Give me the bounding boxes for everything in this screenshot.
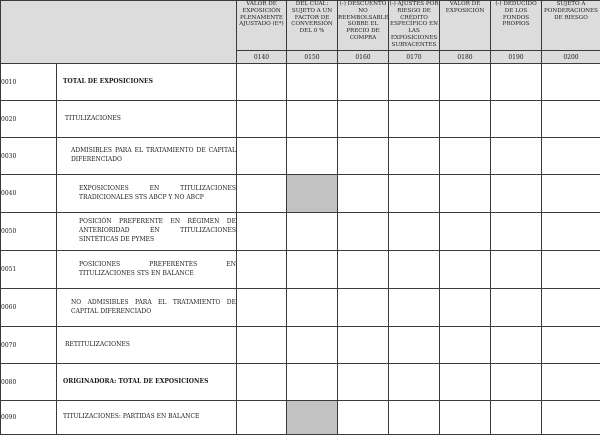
column-header-0140: VALOR DE EXPOSICIÓN PLENAMENTE AJUSTADO (E*) xyxy=(237,1,287,51)
input-cell[interactable] xyxy=(542,364,600,401)
table-row xyxy=(1,175,600,213)
input-cell[interactable] xyxy=(440,138,491,175)
input-cell[interactable] xyxy=(491,138,542,175)
row-code: 0090 xyxy=(1,401,57,435)
row-code: 0020 xyxy=(1,101,57,138)
input-cell[interactable] xyxy=(389,175,440,213)
input-cell[interactable] xyxy=(491,251,542,289)
input-cell[interactable] xyxy=(440,289,491,327)
input-cell[interactable] xyxy=(542,289,600,327)
input-cell[interactable] xyxy=(287,138,338,175)
input-cell[interactable] xyxy=(338,364,389,401)
row-label: ADMISIBLES PARA EL TRATAMIENTO DE CAPITAL DIFERENCIADO xyxy=(57,138,237,175)
input-cell[interactable] xyxy=(491,175,542,213)
input-cell[interactable] xyxy=(338,213,389,251)
input-cell[interactable] xyxy=(287,213,338,251)
input-cell[interactable] xyxy=(440,327,491,364)
column-header-0150: DEL CUAL: SUJETO A UN FACTOR DE CONVERSIÓN DEL 0 % xyxy=(287,1,338,51)
input-cell[interactable] xyxy=(389,401,440,435)
input-cell[interactable] xyxy=(389,364,440,401)
row-label: TITULIZACIONES xyxy=(57,101,237,138)
shaded-cell xyxy=(287,401,338,435)
input-cell[interactable] xyxy=(542,213,600,251)
input-cell[interactable] xyxy=(440,101,491,138)
table-row xyxy=(1,327,600,364)
input-cell[interactable] xyxy=(237,364,287,401)
input-cell[interactable] xyxy=(287,364,338,401)
input-cell[interactable] xyxy=(237,289,287,327)
input-cell[interactable] xyxy=(237,138,287,175)
table-row xyxy=(1,64,600,101)
input-cell[interactable] xyxy=(491,101,542,138)
input-cell[interactable] xyxy=(389,101,440,138)
table-row xyxy=(1,138,600,175)
table-row xyxy=(1,251,600,289)
input-cell[interactable] xyxy=(287,101,338,138)
input-cell[interactable] xyxy=(338,251,389,289)
column-code-0190: 0190 xyxy=(491,51,542,64)
input-cell[interactable] xyxy=(338,327,389,364)
shaded-cell xyxy=(287,175,338,213)
input-cell[interactable] xyxy=(287,289,338,327)
header-corner xyxy=(1,1,237,64)
input-cell[interactable] xyxy=(338,401,389,435)
column-code-0140: 0140 xyxy=(237,51,287,64)
row-label: ORIGINADORA: TOTAL DE EXPOSICIONES xyxy=(57,364,237,401)
row-label: TITULIZACIONES: PARTIDAS EN BALANCE xyxy=(57,401,237,435)
column-header-0190: (-) DEDUCIDO DE LOS FONDOS PROPIOS xyxy=(491,1,542,51)
row-code: 0010 xyxy=(1,64,57,101)
input-cell[interactable] xyxy=(491,213,542,251)
row-label: POSICIÓN PREFERENTE EN RÉGIMEN DE ANTERIORIDAD EN TITULIZACIONES SINTÉTICAS DE PYMES xyxy=(57,213,237,251)
input-cell[interactable] xyxy=(287,64,338,101)
table-row xyxy=(1,364,600,401)
row-code: 0070 xyxy=(1,327,57,364)
input-cell[interactable] xyxy=(237,251,287,289)
input-cell[interactable] xyxy=(440,64,491,101)
column-code-0160: 0160 xyxy=(338,51,389,64)
input-cell[interactable] xyxy=(542,64,600,101)
input-cell[interactable] xyxy=(440,213,491,251)
input-cell[interactable] xyxy=(440,364,491,401)
column-code-0150: 0150 xyxy=(287,51,338,64)
row-code: 0040 xyxy=(1,175,57,213)
row-label: POSICIONES PREFERENTES EN TITULIZACIONES STS EN BALANCE xyxy=(57,251,237,289)
row-label: EXPOSICIONES EN TITULIZACIONES TRADICIONALES STS ABCP Y NO ABCP xyxy=(57,175,237,213)
input-cell[interactable] xyxy=(237,175,287,213)
input-cell[interactable] xyxy=(237,213,287,251)
input-cell[interactable] xyxy=(237,64,287,101)
table-row xyxy=(1,401,600,435)
input-cell[interactable] xyxy=(491,327,542,364)
input-cell[interactable] xyxy=(542,175,600,213)
column-code-0180: 0180 xyxy=(440,51,491,64)
input-cell[interactable] xyxy=(338,175,389,213)
input-cell[interactable] xyxy=(237,327,287,364)
input-cell[interactable] xyxy=(491,64,542,101)
input-cell[interactable] xyxy=(491,289,542,327)
column-code-0200: 0200 xyxy=(542,51,600,64)
input-cell[interactable] xyxy=(440,401,491,435)
column-header-0200: SUJETO A PONDERACIONES DE RIESGO xyxy=(542,1,600,51)
row-label: NO ADMISIBLES PARA EL TRATAMIENTO DE CAPITAL DIFERENCIADO xyxy=(57,289,237,327)
input-cell[interactable] xyxy=(542,401,600,435)
row-code: 0030 xyxy=(1,138,57,175)
input-cell[interactable] xyxy=(389,64,440,101)
row-label: TOTAL DE EXPOSICIONES xyxy=(57,64,237,101)
table-row xyxy=(1,101,600,138)
column-header-0160: (-) DESCUENTO NO REEMBOLSABLE SOBRE EL PRECIO DE COMPRA xyxy=(338,1,389,51)
row-code: 0051 xyxy=(1,251,57,289)
input-cell[interactable] xyxy=(287,327,338,364)
row-code: 0050 xyxy=(1,213,57,251)
row-code: 0060 xyxy=(1,289,57,327)
input-cell[interactable] xyxy=(542,138,600,175)
input-cell[interactable] xyxy=(440,175,491,213)
row-code: 0080 xyxy=(1,364,57,401)
input-cell[interactable] xyxy=(542,327,600,364)
input-cell[interactable] xyxy=(287,251,338,289)
table-row xyxy=(1,213,600,251)
input-cell[interactable] xyxy=(338,64,389,101)
input-cell[interactable] xyxy=(237,101,287,138)
input-cell[interactable] xyxy=(491,401,542,435)
row-label: RETITULIZACIONES xyxy=(57,327,237,364)
input-cell[interactable] xyxy=(389,251,440,289)
input-cell[interactable] xyxy=(389,213,440,251)
input-cell[interactable] xyxy=(338,289,389,327)
input-cell[interactable] xyxy=(389,327,440,364)
input-cell[interactable] xyxy=(338,138,389,175)
input-cell[interactable] xyxy=(338,101,389,138)
column-header-0170: (-) AJUSTES POR RIESGO DE CRÉDITO ESPECÍFICO EN LAS EXPOSICIONES SUBYACENTES xyxy=(389,1,440,51)
input-cell[interactable] xyxy=(491,364,542,401)
column-code-0170: 0170 xyxy=(389,51,440,64)
input-cell[interactable] xyxy=(237,401,287,435)
input-cell[interactable] xyxy=(542,101,600,138)
input-cell[interactable] xyxy=(440,251,491,289)
input-cell[interactable] xyxy=(542,251,600,289)
input-cell[interactable] xyxy=(389,289,440,327)
column-header-0180: VALOR DE EXPOSICIÓN xyxy=(440,1,491,51)
input-cell[interactable] xyxy=(389,138,440,175)
table-row xyxy=(1,289,600,327)
